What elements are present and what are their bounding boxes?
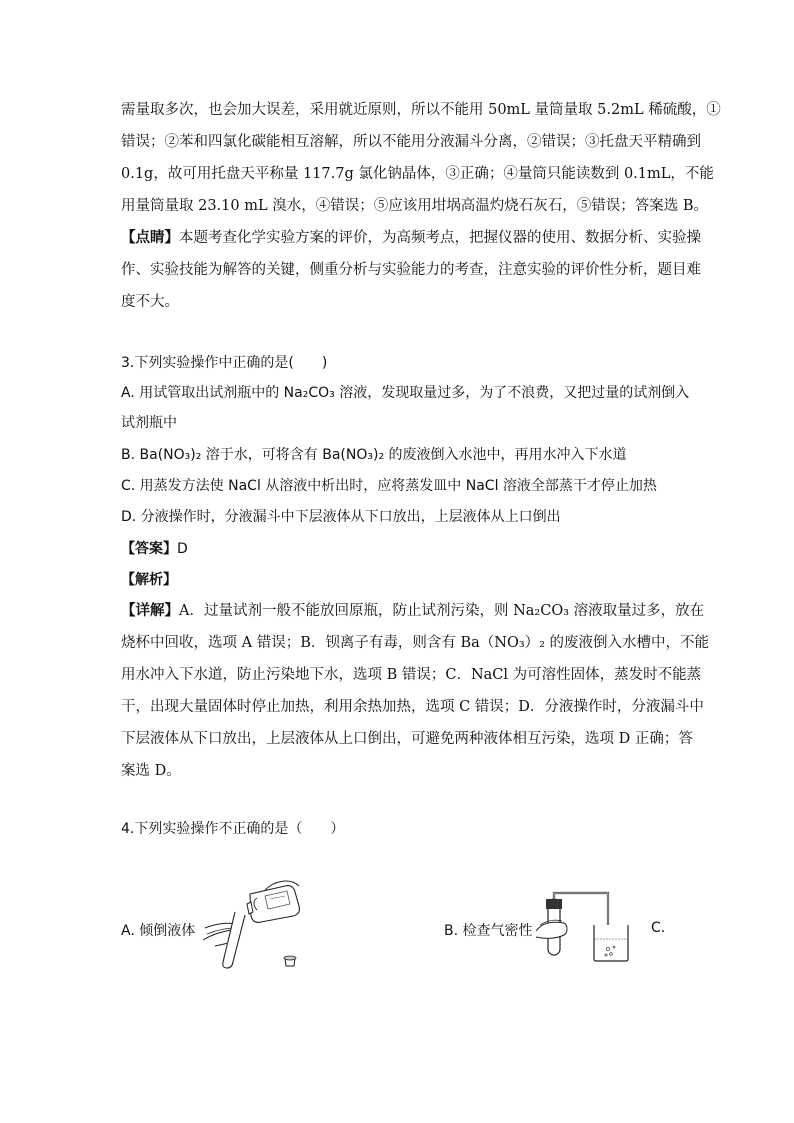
dianjing-tag: 【点睛】	[121, 229, 179, 246]
q4-option-c-label: C.	[651, 920, 666, 936]
q3-option-d: D. 分液操作时，分液漏斗中下层液体从下口放出，上层液体从上口倒出	[121, 509, 561, 525]
explanation-line	[121, 600, 704, 622]
explanation-line: 下层液体从下口放出，上层液体从上口倒出，可避免两种液体相互污染，选项 D 正确；答	[121, 731, 693, 747]
paragraph-line: 需量取多次，也会加大误差，采用就近原则，所以不能用 50mL 量筒量取 5.2mL 稀硫酸，①	[121, 102, 721, 118]
answer-tag: 【答案】	[121, 541, 177, 557]
explanation-line: 烧杯中回收，选项 A 错误；B．钡离子有毒，则含有 Ba（NO₃）₂ 的废液倒入水槽中，不能	[121, 635, 710, 651]
dianjing-line: 度不大。	[121, 294, 179, 310]
dianjing-line	[121, 227, 701, 249]
dianjing-line: 作、实验技能为解答的关键，侧重分析与实验能力的考查，注意实验的评价性分析，题目难	[121, 262, 701, 278]
xiangjie-tag: 【详解】	[121, 603, 179, 619]
question-3-stem: 3.下列实验操作中正确的是( )	[121, 355, 328, 371]
paragraph-line: 错误；②苯和四氯化碳能相互溶解，所以不能用分液漏斗分离，②错误；③托盘天平精确到	[121, 134, 701, 150]
jiexi-tag: 【解析】	[121, 572, 177, 588]
question-4-stem: 4.下列实验操作不正确的是（ ）	[121, 821, 345, 837]
explanation-text: A．过量试剂一般不能放回原瓶，防止试剂污染，则 Na₂CO₃ 溶液取量过多，放在	[179, 603, 705, 619]
answer-value: D	[177, 541, 188, 557]
q3-option-a: A. 用试管取出试剂瓶中的 Na₂CO₃ 溶液，发现取量过多，为了不浪费，又把过量的试剂倒入	[121, 385, 690, 401]
q3-option-a-cont: 试剂瓶中	[121, 415, 177, 431]
q4-option-a-label: A. 倾倒液体	[121, 923, 196, 939]
q3-answer-line	[121, 538, 188, 560]
q3-option-b: B. Ba(NO₃)₂ 溶于水，可将含有 Ba(NO₃)₂ 的废液倒入水池中，再用水冲入下水道	[121, 447, 627, 463]
explanation-line: 案选 D。	[121, 763, 181, 779]
paragraph-line: 用量筒量取 23.10 mL 溴水，④错误；⑤应该用坩埚高温灼烧石灰石，⑤错误；答案选 B。	[121, 198, 708, 214]
dianjing-text: 本题考查化学实验方案的评价，为高频考点，把握仪器的使用、数据分析、实验操	[179, 230, 701, 246]
q4-option-b-label: B. 检查气密性	[444, 923, 533, 939]
explanation-line: 用水冲入下水道，防止污染地下水，选项 B 错误；C．NaCl 为可溶性固体，蒸发时不能蒸	[121, 667, 702, 683]
q3-option-c: C. 用蒸发方法使 NaCl 从溶液中析出时，应将蒸发皿中 NaCl 溶液全部蒸干才停止加热	[121, 478, 657, 494]
airtightness-figure	[536, 893, 641, 963]
paragraph-line: 0.1g，故可用托盘天平称量 117.7g 氯化钠晶体，③正确；④量筒只能读数到 0.1mL，不能	[121, 166, 714, 182]
explanation-line: 干，出现大量固体时停止加热，利用余热加热，选项 C 错误；D．分液操作时，分液漏斗中	[121, 699, 704, 715]
pouring-liquid-figure	[195, 882, 310, 972]
